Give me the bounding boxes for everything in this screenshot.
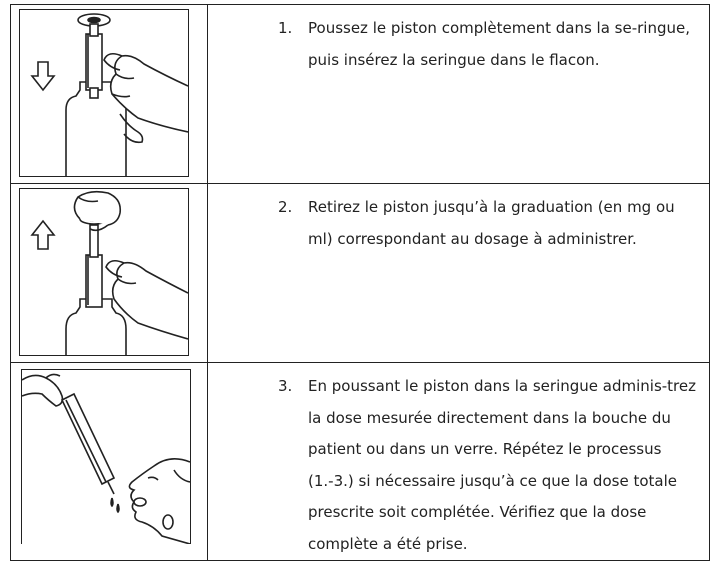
- step-list: [208, 371, 709, 560]
- step-text: Poussez le piston complètement dans la se-ringue, puis insérez la seringue dans le flacon.: [308, 19, 691, 69]
- step-list: [208, 13, 709, 76]
- step-number: 1.: [278, 19, 293, 37]
- illustration-cell: [11, 363, 208, 561]
- step-row-3: [11, 363, 710, 561]
- step-item: [278, 13, 699, 76]
- text-cell: [208, 184, 710, 363]
- step-item: [278, 371, 699, 560]
- step-number: 2.: [278, 198, 293, 216]
- syringe-mouth-illustration: [22, 370, 190, 544]
- text-cell: [208, 5, 710, 184]
- illustration-frame: [19, 188, 189, 356]
- step-text: Retirez le piston jusqu’à la graduation (en mg ou ml) correspondant au dosage à administrer.: [308, 198, 675, 248]
- step-row-2: [11, 184, 710, 363]
- illustration-cell: [11, 5, 208, 184]
- illustration-frame: [21, 369, 191, 544]
- text-cell: [208, 363, 710, 561]
- illustration-cell: [11, 184, 208, 363]
- step-text: En poussant le piston dans la seringue adminis-trez la dose mesurée directement dans la bouche du patient ou dans un verre. Répétez le processus (1.-3.) si nécessaire jusqu’à ce que la dose totale prescrite soit complétée. Vérifiez que la dose complète a été prise.: [308, 377, 696, 553]
- illustration-frame: [19, 9, 189, 177]
- instruction-table: [10, 4, 710, 561]
- step-row-1: [11, 5, 710, 184]
- step-number: 3.: [278, 377, 293, 395]
- step-list: [208, 192, 709, 255]
- step-item: [278, 192, 699, 255]
- syringe-push-illustration: [20, 10, 188, 176]
- syringe-pull-illustration: [20, 189, 188, 355]
